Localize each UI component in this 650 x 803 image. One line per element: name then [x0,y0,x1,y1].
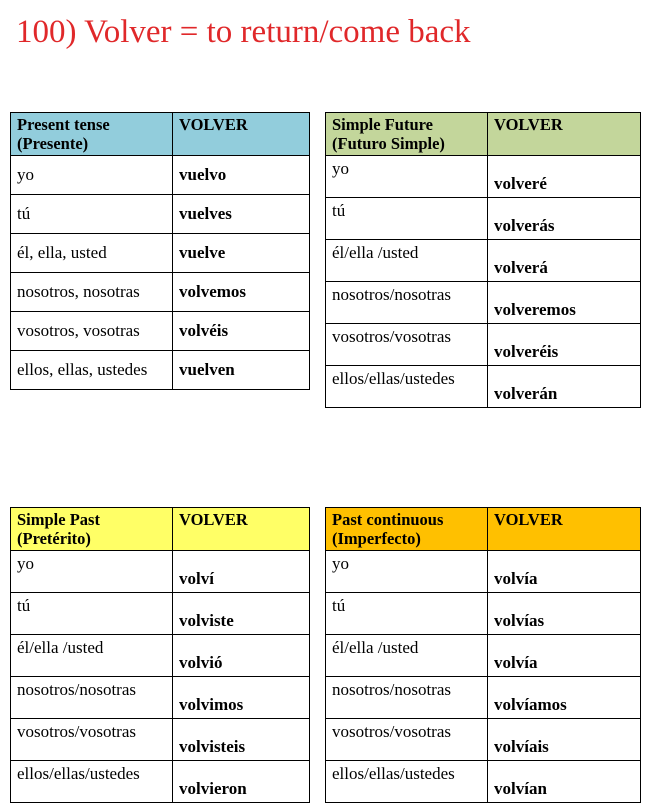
verb-form-cell: volvemos [173,273,310,312]
pronoun-cell: nosotros, nosotras [11,273,173,312]
verb-form-cell: vuelvo [173,156,310,195]
verb-form-cell: vuelves [173,195,310,234]
tense-spanish-name: (Pretérito) [17,529,91,548]
table-row [326,198,641,240]
table-row [326,593,641,635]
table-row [11,351,310,390]
tense-name: Simple Past [17,510,100,529]
verb-header: VOLVER [173,113,310,156]
verb-header: VOLVER [173,508,310,551]
simple-future-table [325,112,641,408]
verb-form-cell: volviste [173,593,310,635]
table-row [326,551,641,593]
tense-name: Simple Future [332,115,433,134]
tense-name-cell [11,113,173,156]
verb-form-cell: volveréis [488,324,641,366]
pronoun-cell: vosotros/vosotras [326,719,488,761]
tense-name-cell [326,113,488,156]
pronoun-cell: tú [11,593,173,635]
pronoun-cell: nosotros/nosotras [326,677,488,719]
verb-form-cell: volvíamos [488,677,641,719]
verb-form-cell: vuelve [173,234,310,273]
pronoun-cell: yo [11,551,173,593]
table-row [11,635,310,677]
verb-form-cell: volveremos [488,282,641,324]
table-header-row [11,508,310,551]
pronoun-cell: vosotros/vosotras [326,324,488,366]
tense-name-cell [11,508,173,551]
verb-header: VOLVER [488,508,641,551]
pronoun-cell: ellos, ellas, ustedes [11,351,173,390]
table-row [326,324,641,366]
pronoun-cell: él/ella /usted [326,240,488,282]
pronoun-cell: nosotros/nosotras [11,677,173,719]
table-row [11,677,310,719]
table-row [326,635,641,677]
pronoun-cell: él/ella /usted [11,635,173,677]
pronoun-cell: vosotros/vosotras [11,719,173,761]
table-row [326,240,641,282]
verb-form-cell: volvías [488,593,641,635]
past-continuous-table [325,507,641,803]
pronoun-cell: él, ella, usted [11,234,173,273]
table-row [11,719,310,761]
table-row [326,677,641,719]
verb-form-cell: volverán [488,366,641,408]
table-row [326,156,641,198]
table-row [11,312,310,351]
table-row [326,761,641,803]
tense-spanish-name: (Imperfecto) [332,529,421,548]
pronoun-cell: tú [326,198,488,240]
tense-name-cell [326,508,488,551]
verb-form-cell: volvimos [173,677,310,719]
pronoun-cell: él/ella /usted [326,635,488,677]
table-header-row [326,508,641,551]
pronoun-cell: ellos/ellas/ustedes [11,761,173,803]
pronoun-cell: tú [11,195,173,234]
table-row [326,719,641,761]
verb-form-cell: volvéis [173,312,310,351]
pronoun-cell: yo [326,156,488,198]
pronoun-cell: nosotros/nosotras [326,282,488,324]
table-row [11,156,310,195]
verb-header: VOLVER [488,113,641,156]
pronoun-cell: tú [326,593,488,635]
table-row [11,761,310,803]
pronoun-cell: yo [11,156,173,195]
verb-form-cell: vuelven [173,351,310,390]
pronoun-cell: vosotros, vosotras [11,312,173,351]
tense-name: Present tense [17,115,110,134]
simple-past-table [10,507,310,803]
tense-name: Past continuous [332,510,444,529]
table-header-row [326,113,641,156]
verb-form-cell: volvieron [173,761,310,803]
table-row [326,366,641,408]
verb-form-cell: volvisteis [173,719,310,761]
table-row [11,593,310,635]
verb-form-cell: volví [173,551,310,593]
verb-form-cell: volvía [488,635,641,677]
table-row [11,273,310,312]
verb-form-cell: volverá [488,240,641,282]
verb-form-cell: volvía [488,551,641,593]
table-row [11,551,310,593]
verb-form-cell: volvían [488,761,641,803]
page-title: 100) Volver = to return/come back [16,14,471,50]
verb-form-cell: volveré [488,156,641,198]
table-row [326,282,641,324]
table-row [11,195,310,234]
pronoun-cell: yo [326,551,488,593]
pronoun-cell: ellos/ellas/ustedes [326,366,488,408]
tense-spanish-name: (Futuro Simple) [332,134,445,153]
verb-form-cell: volverás [488,198,641,240]
tense-spanish-name: (Presente) [17,134,89,153]
table-header-row [11,113,310,156]
table-row [11,234,310,273]
verb-form-cell: volvió [173,635,310,677]
pronoun-cell: ellos/ellas/ustedes [326,761,488,803]
present-tense-table [10,112,310,390]
verb-form-cell: volvíais [488,719,641,761]
